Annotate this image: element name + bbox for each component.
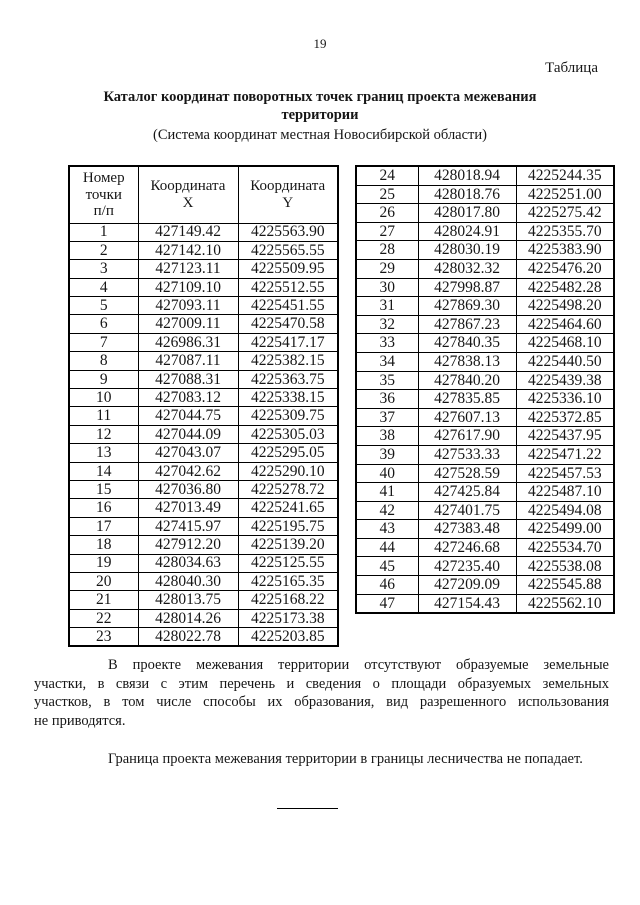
header-text: п/п: [93, 203, 114, 219]
table-row: [69, 297, 338, 315]
document-title-line: Каталог координат поворотных точек границ проекта межевания: [103, 89, 537, 105]
coordinate-x-cell: 427617.90: [418, 427, 516, 446]
coordinate-y-cell: 4225290.10: [238, 462, 338, 480]
point-number-cell: 38: [356, 427, 418, 446]
coordinate-y-cell: 4225251.00: [516, 185, 614, 204]
table-header-row: [69, 166, 338, 223]
coordinate-y-cell: 4225440.50: [516, 352, 614, 371]
coordinate-y-cell: 4225437.95: [516, 427, 614, 446]
coordinate-x-cell: 428022.78: [138, 628, 238, 647]
table-row: [69, 333, 338, 351]
coordinate-x-cell: 427009.11: [138, 315, 238, 333]
body-paragraph-1: [34, 656, 609, 731]
table-row: [356, 464, 614, 483]
point-number-cell: 30: [356, 278, 418, 297]
table-row: [69, 389, 338, 407]
coordinate-x-cell: 427235.40: [418, 557, 516, 576]
coordinate-x-cell: 427425.84: [418, 483, 516, 502]
point-number-cell: 36: [356, 390, 418, 409]
coordinate-x-cell: 427533.33: [418, 445, 516, 464]
point-number-cell: 46: [356, 576, 418, 595]
table-row: [69, 241, 338, 259]
coordinates-table-right: [355, 165, 615, 614]
coordinate-y-cell: 4225439.38: [516, 371, 614, 390]
paragraph-line: В проекте межевания территории отсутствуют образуемые земельные: [108, 657, 609, 673]
point-number-cell: 43: [356, 520, 418, 539]
coordinate-y-cell: 4225241.65: [238, 499, 338, 517]
coordinate-x-cell: 427912.20: [138, 536, 238, 554]
point-number-cell: 19: [69, 554, 138, 572]
table-row: [69, 499, 338, 517]
point-number-cell: 6: [69, 315, 138, 333]
table-row: [356, 483, 614, 502]
table-row: [69, 628, 338, 647]
coordinate-x-cell: 427083.12: [138, 389, 238, 407]
coordinate-x-cell: 427835.85: [418, 390, 516, 409]
coordinate-x-cell: 427142.10: [138, 241, 238, 259]
point-number-cell: 17: [69, 517, 138, 535]
table-row: [356, 297, 614, 316]
coordinate-x-cell: 427401.75: [418, 501, 516, 520]
header-text: Координата: [250, 178, 326, 195]
header-coordinate-x: [138, 166, 238, 223]
coordinate-x-cell: 428032.32: [418, 259, 516, 278]
coordinate-x-cell: 427088.31: [138, 370, 238, 388]
point-number-cell: 41: [356, 483, 418, 502]
header-text: Y: [282, 194, 294, 211]
table-row: [69, 517, 338, 535]
coordinate-x-cell: 428013.75: [138, 591, 238, 609]
point-number-cell: 9: [69, 370, 138, 388]
coordinate-y-cell: 4225494.08: [516, 501, 614, 520]
point-number-cell: 7: [69, 333, 138, 351]
table-row: [69, 480, 338, 498]
table-row: [356, 352, 614, 371]
table-row: [69, 352, 338, 370]
coordinate-y-cell: 4225457.53: [516, 464, 614, 483]
coordinate-y-cell: 4225451.55: [238, 297, 338, 315]
table-row: [356, 427, 614, 446]
header-text: Номер: [82, 170, 125, 186]
coordinate-x-cell: 427044.09: [138, 425, 238, 443]
table-row: [356, 315, 614, 334]
table-row: [356, 371, 614, 390]
coordinate-x-cell: 427209.09: [418, 576, 516, 595]
table-row: [356, 259, 614, 278]
point-number-cell: 33: [356, 334, 418, 353]
coordinate-x-cell: 426986.31: [138, 333, 238, 351]
point-number-cell: 12: [69, 425, 138, 443]
point-number-cell: 3: [69, 260, 138, 278]
coordinate-y-cell: 4225565.55: [238, 241, 338, 259]
coordinate-x-cell: 427149.42: [138, 223, 238, 241]
table-caption: Таблица: [545, 60, 598, 76]
table-row: [69, 370, 338, 388]
coordinate-x-cell: 427044.75: [138, 407, 238, 425]
point-number-cell: 13: [69, 444, 138, 462]
table-row: [69, 554, 338, 572]
coordinate-x-cell: 427998.87: [418, 278, 516, 297]
header-text: X: [182, 194, 194, 211]
body-text: [34, 656, 609, 769]
point-number-cell: 29: [356, 259, 418, 278]
point-number-cell: 47: [356, 594, 418, 613]
coordinate-y-cell: 4225173.38: [238, 609, 338, 627]
coordinate-y-cell: 4225363.75: [238, 370, 338, 388]
point-number-cell: 26: [356, 204, 418, 223]
footnote-divider: [277, 808, 338, 809]
table-row: [69, 278, 338, 296]
header-text: точки: [85, 186, 122, 203]
coordinate-y-cell: 4225383.90: [516, 241, 614, 260]
point-number-cell: 45: [356, 557, 418, 576]
table-row: [356, 501, 614, 520]
coordinate-y-cell: 4225305.03: [238, 425, 338, 443]
coordinate-x-cell: 427607.13: [418, 408, 516, 427]
point-number-cell: 35: [356, 371, 418, 390]
coordinate-x-cell: 427043.07: [138, 444, 238, 462]
table-row: [356, 222, 614, 241]
coordinate-y-cell: 4225534.70: [516, 538, 614, 557]
coordinate-y-cell: 4225476.20: [516, 259, 614, 278]
coordinate-x-cell: 427383.48: [418, 520, 516, 539]
coordinate-y-cell: 4225562.10: [516, 594, 614, 613]
table-row: [356, 576, 614, 595]
body-paragraph-2: Граница проекта межевания территории в границы лесничества не попадает.: [108, 750, 583, 767]
table-row: [356, 166, 614, 185]
point-number-cell: 25: [356, 185, 418, 204]
point-number-cell: 16: [69, 499, 138, 517]
point-number-cell: 40: [356, 464, 418, 483]
table-row: [69, 536, 338, 554]
document-title: [0, 89, 640, 124]
point-number-cell: 1: [69, 223, 138, 241]
point-number-cell: 14: [69, 462, 138, 480]
coordinate-y-cell: 4225470.58: [238, 315, 338, 333]
point-number-cell: 24: [356, 166, 418, 185]
coordinate-y-cell: 4225471.22: [516, 445, 614, 464]
coordinate-x-cell: 427867.23: [418, 315, 516, 334]
point-number-cell: 5: [69, 297, 138, 315]
table-row: [356, 390, 614, 409]
coordinate-x-cell: 428018.94: [418, 166, 516, 185]
table-row: [69, 407, 338, 425]
coordinates-table-left: [68, 165, 339, 647]
coordinate-x-cell: 428040.30: [138, 572, 238, 590]
coordinate-y-cell: 4225464.60: [516, 315, 614, 334]
point-number-cell: 39: [356, 445, 418, 464]
table-row: [69, 444, 338, 462]
point-number-cell: 34: [356, 352, 418, 371]
coordinate-y-cell: 4225338.15: [238, 389, 338, 407]
point-number-cell: 20: [69, 572, 138, 590]
header-point-number: [69, 166, 138, 223]
point-number-cell: 27: [356, 222, 418, 241]
point-number-cell: 37: [356, 408, 418, 427]
coordinate-x-cell: 427840.20: [418, 371, 516, 390]
coordinate-y-cell: 4225417.17: [238, 333, 338, 351]
point-number-cell: 4: [69, 278, 138, 296]
table-row: [69, 462, 338, 480]
document-subtitle: (Система координат местная Новосибирской области): [153, 127, 487, 143]
table-row: [356, 204, 614, 223]
table-row: [356, 278, 614, 297]
table-row: [356, 445, 614, 464]
coordinate-y-cell: 4225168.22: [238, 591, 338, 609]
point-number-cell: 23: [69, 628, 138, 647]
point-number-cell: 15: [69, 480, 138, 498]
coordinate-x-cell: 428024.91: [418, 222, 516, 241]
coordinate-y-cell: 4225165.35: [238, 572, 338, 590]
coordinate-y-cell: 4225278.72: [238, 480, 338, 498]
table-row: [356, 594, 614, 613]
coordinate-x-cell: 427036.80: [138, 480, 238, 498]
coordinate-tables: [68, 165, 615, 647]
header-coordinate-y: [238, 166, 338, 223]
coordinate-y-cell: 4225139.20: [238, 536, 338, 554]
coordinate-x-cell: 427013.49: [138, 499, 238, 517]
document-title-line: территории: [281, 106, 359, 123]
coordinate-y-cell: 4225509.95: [238, 260, 338, 278]
coordinate-x-cell: 428018.76: [418, 185, 516, 204]
coordinate-x-cell: 427838.13: [418, 352, 516, 371]
point-number-cell: 22: [69, 609, 138, 627]
coordinate-y-cell: 4225336.10: [516, 390, 614, 409]
coordinate-y-cell: 4225203.85: [238, 628, 338, 647]
coordinate-y-cell: 4225498.20: [516, 297, 614, 316]
coordinate-y-cell: 4225382.15: [238, 352, 338, 370]
coordinate-x-cell: 428014.26: [138, 609, 238, 627]
coordinate-y-cell: 4225309.75: [238, 407, 338, 425]
paragraph-line: участки, в связи с этим перечень и сведения о площади образуемых земельных: [34, 675, 609, 692]
table-row: [69, 609, 338, 627]
table-row: [69, 572, 338, 590]
coordinate-x-cell: 427087.11: [138, 352, 238, 370]
point-number-cell: 21: [69, 591, 138, 609]
coordinate-y-cell: 4225512.55: [238, 278, 338, 296]
coordinate-x-cell: 427042.62: [138, 462, 238, 480]
coordinate-y-cell: 4225563.90: [238, 223, 338, 241]
coordinate-y-cell: 4225499.00: [516, 520, 614, 539]
table-row: [69, 315, 338, 333]
coordinate-y-cell: 4225468.10: [516, 334, 614, 353]
coordinate-x-cell: 427154.43: [418, 594, 516, 613]
table-row: [69, 223, 338, 241]
coordinate-y-cell: 4225275.42: [516, 204, 614, 223]
coordinate-y-cell: 4225195.75: [238, 517, 338, 535]
table-row: [356, 241, 614, 260]
point-number-cell: 42: [356, 501, 418, 520]
coordinate-x-cell: 427869.30: [418, 297, 516, 316]
coordinate-x-cell: 427415.97: [138, 517, 238, 535]
table-row: [356, 334, 614, 353]
table-row: [69, 260, 338, 278]
page-number: 19: [313, 36, 327, 51]
table-row: [356, 520, 614, 539]
point-number-cell: 10: [69, 389, 138, 407]
coordinate-x-cell: 427093.11: [138, 297, 238, 315]
coordinate-y-cell: 4225545.88: [516, 576, 614, 595]
coordinate-y-cell: 4225482.28: [516, 278, 614, 297]
coordinate-x-cell: 427109.10: [138, 278, 238, 296]
point-number-cell: 31: [356, 297, 418, 316]
table-row: [356, 408, 614, 427]
coordinate-y-cell: 4225295.05: [238, 444, 338, 462]
coordinate-y-cell: 4225355.70: [516, 222, 614, 241]
header-text: Координата: [150, 178, 226, 195]
coordinate-x-cell: 428034.63: [138, 554, 238, 572]
table-row: [356, 185, 614, 204]
table-row: [356, 557, 614, 576]
table-row: [356, 538, 614, 557]
coordinate-x-cell: 427246.68: [418, 538, 516, 557]
paragraph-line: участков, в том числе способы их образования, вид разрешенного использования: [34, 694, 609, 711]
table-row: [69, 425, 338, 443]
coordinate-y-cell: 4225538.08: [516, 557, 614, 576]
point-number-cell: 44: [356, 538, 418, 557]
coordinate-x-cell: 428030.19: [418, 241, 516, 260]
point-number-cell: 18: [69, 536, 138, 554]
point-number-cell: 8: [69, 352, 138, 370]
coordinate-y-cell: 4225125.55: [238, 554, 338, 572]
paragraph-line: не приводятся.: [34, 713, 126, 730]
coordinate-y-cell: 4225244.35: [516, 166, 614, 185]
coordinate-y-cell: 4225487.10: [516, 483, 614, 502]
coordinate-y-cell: 4225372.85: [516, 408, 614, 427]
coordinate-x-cell: 427123.11: [138, 260, 238, 278]
coordinate-x-cell: 427528.59: [418, 464, 516, 483]
point-number-cell: 11: [69, 407, 138, 425]
table-row: [69, 591, 338, 609]
coordinate-x-cell: 428017.80: [418, 204, 516, 223]
point-number-cell: 32: [356, 315, 418, 334]
coordinate-x-cell: 427840.35: [418, 334, 516, 353]
point-number-cell: 28: [356, 241, 418, 260]
point-number-cell: 2: [69, 241, 138, 259]
